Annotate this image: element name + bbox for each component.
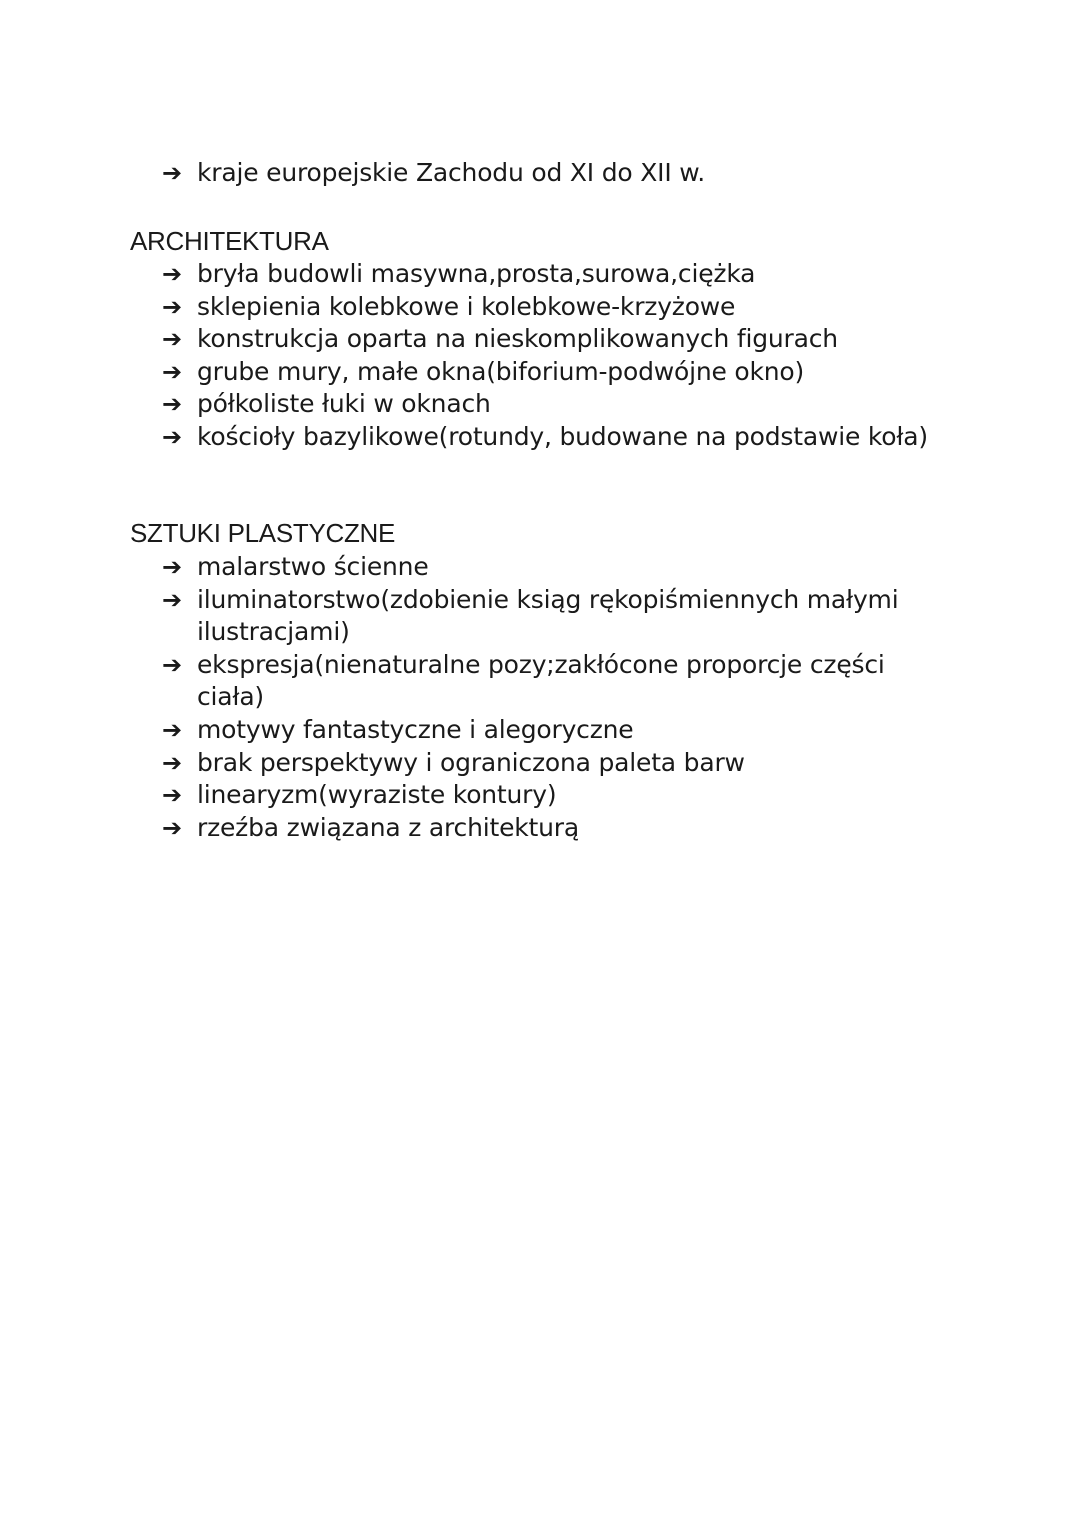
list-item bbox=[162, 551, 952, 584]
arrow-bullet-icon: ➔ bbox=[162, 422, 182, 451]
arrow-bullet-icon: ➔ bbox=[162, 357, 182, 386]
arrow-bullet-icon: ➔ bbox=[162, 292, 182, 321]
list-item bbox=[162, 714, 952, 747]
list-item-text: linearyzm(wyraziste kontury) bbox=[197, 780, 557, 810]
arrow-bullet-icon: ➔ bbox=[162, 585, 182, 614]
arrow-bullet-icon: ➔ bbox=[162, 260, 182, 288]
section-heading-sztuki-plastyczne: SZTUKI PLASTYCZNE bbox=[130, 518, 396, 548]
arrow-bullet-icon: ➔ bbox=[162, 715, 182, 744]
intro-line bbox=[162, 157, 705, 190]
arrow-bullet-icon: ➔ bbox=[162, 781, 182, 810]
list-item-text: półkoliste łuki w oknach bbox=[197, 389, 491, 419]
list-item bbox=[162, 258, 928, 291]
arrow-bullet-icon: ➔ bbox=[162, 159, 182, 187]
intro-text: kraje europejskie Zachodu od XI do XII w. bbox=[197, 158, 705, 187]
arrow-bullet-icon: ➔ bbox=[162, 650, 182, 679]
list-item bbox=[162, 747, 952, 780]
list-item-text: sklepienia kolebkowe i kolebkowe-krzyżowe bbox=[197, 291, 736, 321]
arrow-bullet-icon: ➔ bbox=[162, 390, 182, 419]
list-item-text: rzeźba związana z architekturą bbox=[197, 812, 579, 842]
section-heading-architektura: ARCHITEKTURA bbox=[130, 226, 329, 256]
list-item bbox=[162, 388, 928, 421]
arrow-bullet-icon: ➔ bbox=[162, 813, 182, 842]
arrow-bullet-icon: ➔ bbox=[162, 553, 182, 581]
list-item-text: grube mury, małe okna(biforium-podwójne okno) bbox=[197, 356, 805, 386]
list-item-text: brak perspektywy i ograniczona paleta barw bbox=[197, 747, 745, 777]
list-item-text: motywy fantastyczne i alegoryczne bbox=[197, 714, 634, 744]
list-item bbox=[162, 291, 928, 324]
list-item bbox=[162, 584, 952, 649]
list-item bbox=[162, 649, 952, 714]
list-item bbox=[162, 779, 952, 812]
list-item-text: iluminatorstwo(zdobienie ksiąg rękopiśmiennych małymi ilustracjami) bbox=[197, 584, 899, 647]
list-item bbox=[162, 356, 928, 389]
list-item-text: ekspresja(nienaturalne pozy;zakłócone proporcje części ciała) bbox=[197, 649, 885, 712]
arrow-bullet-icon: ➔ bbox=[162, 325, 182, 354]
list-item-text: kościoły bazylikowe(rotundy, budowane na podstawie koła) bbox=[197, 421, 928, 451]
arrow-bullet-icon: ➔ bbox=[162, 748, 182, 777]
list-item bbox=[162, 812, 952, 845]
list-item bbox=[162, 421, 928, 454]
list-item-text: bryła budowli masywna,prosta,surowa,ciężka bbox=[197, 259, 756, 288]
list-item bbox=[162, 323, 928, 356]
list-item-text: konstrukcja oparta na nieskomplikowanych figurach bbox=[197, 324, 838, 354]
sztuki-plastyczne-list bbox=[162, 551, 952, 844]
list-item-text: malarstwo ścienne bbox=[197, 552, 429, 581]
architektura-list bbox=[162, 258, 928, 454]
